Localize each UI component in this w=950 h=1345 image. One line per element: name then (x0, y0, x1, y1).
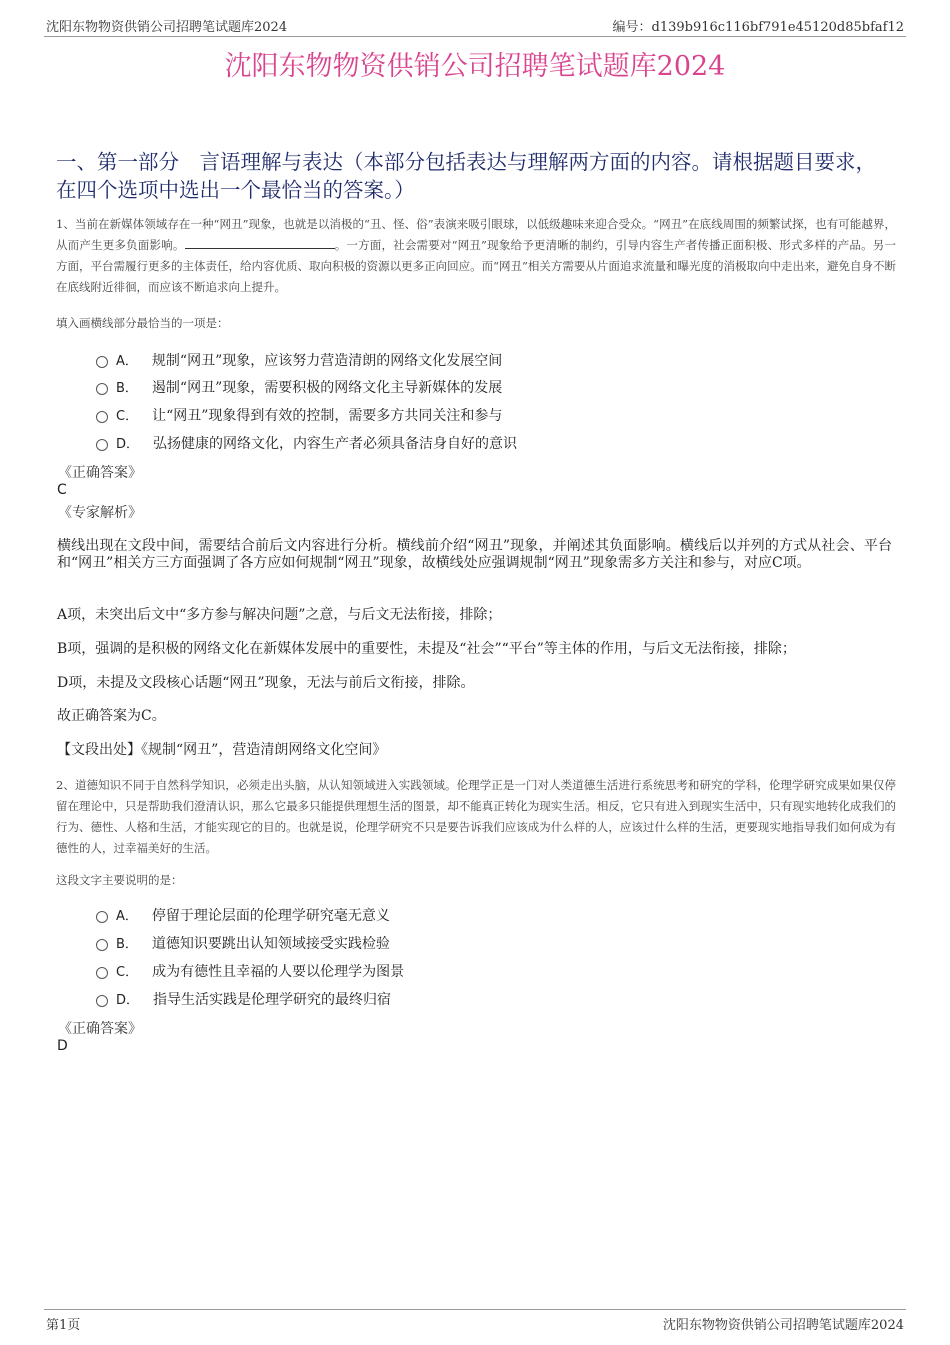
page-footer (44, 1309, 906, 1332)
q2-option-c[interactable] (96, 961, 404, 983)
q1-option-a[interactable] (96, 350, 502, 372)
radio-icon[interactable] (96, 911, 108, 923)
question-1-prompt: 填入画横线部分最恰当的一项是： (56, 316, 229, 330)
option-text: 停留于理论层面的伦理学研究毫无意义 (151, 908, 390, 924)
header-doc-id: 编号：d139b916c116bf791e45120d85bfaf12 (612, 20, 904, 35)
fill-blank (185, 236, 335, 249)
option-text: 成为有德性且幸福的人要以伦理学为图景 (152, 964, 405, 980)
radio-icon[interactable] (96, 411, 108, 423)
page-header (44, 14, 906, 37)
analysis-label: 《专家解析》 (58, 505, 142, 521)
radio-icon[interactable] (96, 383, 108, 395)
section-heading: 一、第一部分 言语理解与表达（本部分包括表达与理解两方面的内容。请根据题目要求，在四个选项中选出一个最恰当的答案。） (56, 150, 876, 202)
answer-value: C (57, 482, 67, 498)
question-2-text: 2、道德知识不同于自然科学知识，必须走出头脑，从认知领域进入实践领域。伦理学正是一门对人类道德生活进行系统思考和研究的学科，伦理学研究成果如果仅停留在理论中，只是帮助我们澄清认识，那么它最多只能提供理想生活的图景，却不能真正转化为现实生活。相反，它只有进入到现实生活中，只有现实地转化成我们的行为、德性、人格和生活，才能实现它的目的。也就是说，伦理学研究不只是要告诉我们应该成为什么样的人，应该过什么样的生活，更要现实地指导我们如何成为有德性的人，过幸福美好的生活。 (56, 778, 896, 855)
answer-label: 《正确答案》 (58, 1021, 142, 1037)
analysis-text: 横线出现在文段中间，需要结合前后文内容进行分析。横线前介绍“网丑”现象，并阐述其负面影响。横线后以并列的方式从社会、平台和“网丑”相关方三方面强调了各方应如何规制“网丑”现象，故横线处应强调规制“网丑”现象需多方关注和参与，对应C项。 (57, 538, 892, 571)
radio-icon[interactable] (96, 995, 108, 1007)
option-key: A． (116, 909, 138, 924)
radio-icon[interactable] (96, 939, 108, 951)
q2-option-d[interactable] (96, 989, 391, 1011)
option-key: B． (116, 937, 138, 952)
question-2-prompt: 这段文字主要说明的是： (56, 873, 183, 887)
option-text: 道德知识要跳出认知领域接受实践检验 (151, 936, 390, 952)
footer-title: 沈阳东物物资供销公司招聘笔试题库2024 (662, 1318, 904, 1333)
option-text: 遏制“网丑”现象，需要积极的网络文化主导新媒体的发展 (151, 380, 503, 396)
option-text: 弘扬健康的网络文化，内容生产者必须具备洁身自好的意识 (153, 436, 518, 452)
radio-icon[interactable] (96, 439, 108, 451)
option-key: D． (116, 993, 140, 1008)
q2-option-b[interactable] (96, 933, 390, 955)
option-key: C． (116, 409, 139, 424)
analysis-note-b: B项，强调的是积极的网络文化在新媒体发展中的重要性，未提及“社会”“平台”等主体的作用，与后文无法衔接，排除； (57, 641, 796, 657)
radio-icon[interactable] (96, 356, 108, 368)
option-key: C． (116, 965, 139, 980)
answer-label: 《正确答案》 (58, 465, 142, 481)
option-text: 指导生活实践是伦理学研究的最终归宿 (153, 992, 392, 1008)
option-key: B． (116, 381, 138, 396)
q1-option-c[interactable] (96, 405, 502, 427)
analysis-note-d: D项，未提及文段核心话题“网丑”现象，无法与前后文衔接，排除。 (57, 675, 475, 691)
q1-option-b[interactable] (96, 377, 502, 399)
question-1-text-b: 。一方面，社会需要对“网丑”现象给予更清晰的制约，引导内容生产者传播正面积极、形式多样的产品。另一方面，平台需履行更多的主体责任，给内容优质、取向积极的资源以更多正向回应。而“网丑”相关方需要从片面追求流量和曝光度的消极取向中走出来，避免自身不断在底线附近徘徊，而应该不断追求向上提升。 (56, 238, 896, 294)
analysis-note-a: A项，未突出后文中“多方参与解决问题”之意，与后文无法衔接，排除； (57, 607, 502, 623)
q1-option-d[interactable] (96, 433, 517, 455)
q2-option-a[interactable] (96, 905, 390, 927)
page-title: 沈阳东物物资供销公司招聘笔试题库2024 (224, 51, 726, 82)
source-citation: 【文段出处】《规制“网丑”，营造清朗网络文化空间》 (57, 742, 387, 758)
question-1-text (56, 214, 896, 298)
header-title: 沈阳东物物资供销公司招聘笔试题库2024 (46, 20, 288, 35)
page-number: 第1页 (46, 1318, 81, 1333)
option-text: 让“网丑”现象得到有效的控制，需要多方共同关注和参与 (152, 408, 503, 424)
option-text: 规制“网丑”现象，应该努力营造清朗的网络文化发展空间 (151, 353, 503, 369)
option-key: D． (116, 437, 140, 452)
question-1-text-a: 1、当前在新媒体领域存在一种“网丑”现象，也就是以消极的“丑、怪、俗”表演来吸引眼球，以低级趣味来迎合受众。“网丑”在底线周围的频繁试探，也有可能越界，从而产生更多负面影响。 (56, 217, 896, 252)
answer-value: D (57, 1038, 68, 1054)
analysis-conclusion: 故正确答案为C。 (57, 708, 166, 724)
option-key: A． (116, 354, 138, 369)
radio-icon[interactable] (96, 967, 108, 979)
